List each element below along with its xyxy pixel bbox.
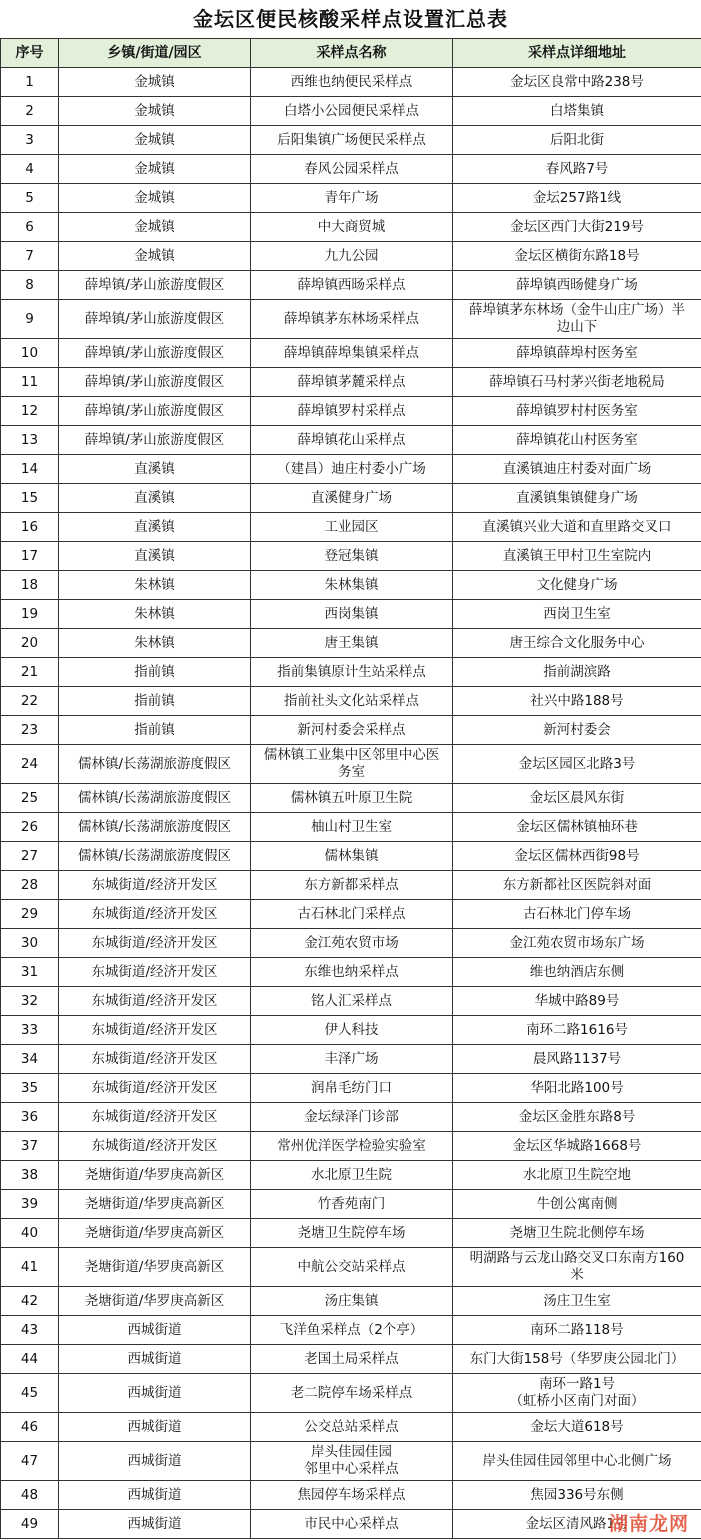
cell-index: 28 — [1, 871, 59, 900]
cell-site-name: 公交总站采样点 — [251, 1413, 453, 1442]
cell-address: 水北原卫生院空地 — [453, 1161, 701, 1190]
cell-index: 2 — [1, 97, 59, 126]
cell-district: 儒林镇/长荡湖旅游度假区 — [59, 784, 251, 813]
table-row — [1, 155, 701, 184]
cell-index: 39 — [1, 1190, 59, 1219]
cell-address: 汤庄卫生室 — [453, 1287, 701, 1316]
cell-district: 东城街道/经济开发区 — [59, 1016, 251, 1045]
cell-site-name: 指前社头文化站采样点 — [251, 687, 453, 716]
table-row — [1, 368, 701, 397]
cell-address: 金坛区华城路1668号 — [453, 1132, 701, 1161]
table-row — [1, 716, 701, 745]
cell-district: 西城街道 — [59, 1413, 251, 1442]
table-row — [1, 687, 701, 716]
table-row — [1, 1510, 701, 1539]
cell-site-name: 金坛绿泽门诊部 — [251, 1103, 453, 1132]
cell-site-name: 西岗集镇 — [251, 600, 453, 629]
table-row — [1, 987, 701, 1016]
table-row — [1, 571, 701, 600]
cell-site-name: （建昌）迪庄村委小广场 — [251, 455, 453, 484]
cell-index: 6 — [1, 213, 59, 242]
cell-address: 古石林北门停车场 — [453, 900, 701, 929]
cell-district: 西城街道 — [59, 1442, 251, 1481]
table-header — [1, 39, 701, 68]
cell-address: 直溪镇迪庄村委对面广场 — [453, 455, 701, 484]
table-row — [1, 842, 701, 871]
cell-district: 指前镇 — [59, 687, 251, 716]
cell-site-name: 常州优洋医学检验实验室 — [251, 1132, 453, 1161]
cell-site-name: 中大商贸城 — [251, 213, 453, 242]
cell-index: 11 — [1, 368, 59, 397]
cell-address: 牛创公寓南侧 — [453, 1190, 701, 1219]
cell-address: 新河村委会 — [453, 716, 701, 745]
header-index: 序号 — [1, 39, 59, 68]
table-row — [1, 242, 701, 271]
cell-district: 朱林镇 — [59, 629, 251, 658]
cell-address: 文化健身广场 — [453, 571, 701, 600]
cell-address: 晨风路1137号 — [453, 1045, 701, 1074]
cell-index: 38 — [1, 1161, 59, 1190]
cell-address: 岸头佳园佳园邻里中心北侧广场 — [453, 1442, 701, 1481]
header-site-name: 采样点名称 — [251, 39, 453, 68]
cell-site-name: 九九公园 — [251, 242, 453, 271]
table-row — [1, 1248, 701, 1287]
cell-district: 指前镇 — [59, 716, 251, 745]
cell-site-name: 登冠集镇 — [251, 542, 453, 571]
cell-address: 东方新都社区医院斜对面 — [453, 871, 701, 900]
cell-address: 后阳北街 — [453, 126, 701, 155]
header-address: 采样点详细地址 — [453, 39, 701, 68]
cell-index: 13 — [1, 426, 59, 455]
table-row — [1, 784, 701, 813]
cell-district: 儒林镇/长荡湖旅游度假区 — [59, 842, 251, 871]
cell-address: 金坛区横街东路18号 — [453, 242, 701, 271]
cell-district: 尧塘街道/华罗庚高新区 — [59, 1219, 251, 1248]
cell-address: 南环一路1号 （虹桥小区南门对面） — [453, 1374, 701, 1413]
cell-index: 26 — [1, 813, 59, 842]
table-row — [1, 1016, 701, 1045]
table-row — [1, 339, 701, 368]
table-row — [1, 1103, 701, 1132]
cell-site-name: 东方新都采样点 — [251, 871, 453, 900]
cell-site-name: 东维也纳采样点 — [251, 958, 453, 987]
cell-index: 18 — [1, 571, 59, 600]
cell-address: 唐王综合文化服务中心 — [453, 629, 701, 658]
table-row — [1, 629, 701, 658]
table-row — [1, 1132, 701, 1161]
cell-site-name: 青年广场 — [251, 184, 453, 213]
cell-district: 东城街道/经济开发区 — [59, 900, 251, 929]
cell-address: 白塔集镇 — [453, 97, 701, 126]
cell-district: 薛埠镇/茅山旅游度假区 — [59, 368, 251, 397]
table-row — [1, 68, 701, 97]
cell-district: 东城街道/经济开发区 — [59, 1132, 251, 1161]
cell-index: 17 — [1, 542, 59, 571]
table-row — [1, 1161, 701, 1190]
sampling-sites-table — [0, 38, 701, 1539]
cell-site-name: 朱林集镇 — [251, 571, 453, 600]
cell-index: 3 — [1, 126, 59, 155]
cell-index: 25 — [1, 784, 59, 813]
cell-district: 金城镇 — [59, 68, 251, 97]
cell-address: 直溪镇集镇健身广场 — [453, 484, 701, 513]
cell-index: 19 — [1, 600, 59, 629]
cell-site-name: 古石林北门采样点 — [251, 900, 453, 929]
header-row — [1, 39, 701, 68]
cell-index: 29 — [1, 900, 59, 929]
cell-district: 金城镇 — [59, 97, 251, 126]
cell-district: 儒林镇/长荡湖旅游度假区 — [59, 745, 251, 784]
cell-index: 34 — [1, 1045, 59, 1074]
cell-index: 23 — [1, 716, 59, 745]
cell-address: 薛埠镇石马村茅兴街老地税局 — [453, 368, 701, 397]
cell-index: 35 — [1, 1074, 59, 1103]
cell-district: 朱林镇 — [59, 600, 251, 629]
cell-address: 金坛区儒林西街98号 — [453, 842, 701, 871]
cell-site-name: 西维也纳便民采样点 — [251, 68, 453, 97]
cell-site-name: 新河村委会采样点 — [251, 716, 453, 745]
cell-index: 41 — [1, 1248, 59, 1287]
table-row — [1, 300, 701, 339]
header-district: 乡镇/街道/园区 — [59, 39, 251, 68]
cell-district: 直溪镇 — [59, 484, 251, 513]
cell-site-name: 市民中心采样点 — [251, 1510, 453, 1539]
cell-site-name: 儒林镇工业集中区邻里中心医 务室 — [251, 745, 453, 784]
cell-address: 金坛区晨风东街 — [453, 784, 701, 813]
cell-district: 薛埠镇/茅山旅游度假区 — [59, 397, 251, 426]
cell-district: 东城街道/经济开发区 — [59, 1103, 251, 1132]
cell-address: 南环二路1616号 — [453, 1016, 701, 1045]
cell-site-name: 焦园停车场采样点 — [251, 1481, 453, 1510]
cell-address: 金坛区金胜东路8号 — [453, 1103, 701, 1132]
table-row — [1, 426, 701, 455]
cell-site-name: 春风公园采样点 — [251, 155, 453, 184]
cell-index: 48 — [1, 1481, 59, 1510]
cell-district: 指前镇 — [59, 658, 251, 687]
cell-address: 直溪镇兴业大道和直里路交叉口 — [453, 513, 701, 542]
table-row — [1, 184, 701, 213]
cell-district: 薛埠镇/茅山旅游度假区 — [59, 426, 251, 455]
table-row — [1, 213, 701, 242]
cell-index: 32 — [1, 987, 59, 1016]
cell-index: 9 — [1, 300, 59, 339]
cell-index: 24 — [1, 745, 59, 784]
cell-site-name: 飞洋鱼采样点（2个亭） — [251, 1316, 453, 1345]
cell-index: 8 — [1, 271, 59, 300]
cell-district: 西城街道 — [59, 1510, 251, 1539]
table-row — [1, 1413, 701, 1442]
cell-site-name: 薛埠镇薛埠集镇采样点 — [251, 339, 453, 368]
table-row — [1, 126, 701, 155]
cell-index: 30 — [1, 929, 59, 958]
cell-site-name: 柚山村卫生室 — [251, 813, 453, 842]
cell-district: 尧塘街道/华罗庚高新区 — [59, 1287, 251, 1316]
cell-index: 33 — [1, 1016, 59, 1045]
cell-site-name: 汤庄集镇 — [251, 1287, 453, 1316]
cell-district: 东城街道/经济开发区 — [59, 929, 251, 958]
cell-index: 20 — [1, 629, 59, 658]
cell-site-name: 老国土局采样点 — [251, 1345, 453, 1374]
cell-index: 27 — [1, 842, 59, 871]
cell-site-name: 水北原卫生院 — [251, 1161, 453, 1190]
cell-district: 薛埠镇/茅山旅游度假区 — [59, 300, 251, 339]
table-row — [1, 1442, 701, 1481]
cell-district: 朱林镇 — [59, 571, 251, 600]
cell-index: 12 — [1, 397, 59, 426]
table-row — [1, 1287, 701, 1316]
cell-index: 46 — [1, 1413, 59, 1442]
table-row — [1, 658, 701, 687]
table-row — [1, 958, 701, 987]
cell-site-name: 丰泽广场 — [251, 1045, 453, 1074]
cell-index: 43 — [1, 1316, 59, 1345]
cell-index: 36 — [1, 1103, 59, 1132]
cell-district: 西城街道 — [59, 1374, 251, 1413]
cell-district: 直溪镇 — [59, 513, 251, 542]
cell-address: 尧塘卫生院北侧停车场 — [453, 1219, 701, 1248]
cell-district: 直溪镇 — [59, 455, 251, 484]
cell-address: 金坛区清风路1号 — [453, 1510, 701, 1539]
cell-site-name: 后阳集镇广场便民采样点 — [251, 126, 453, 155]
table-body — [1, 68, 701, 1539]
cell-district: 金城镇 — [59, 242, 251, 271]
cell-address: 薛埠镇西旸健身广场 — [453, 271, 701, 300]
cell-index: 21 — [1, 658, 59, 687]
watermark-logo: 湖南龙网 — [608, 1513, 689, 1535]
cell-site-name: 中航公交站采样点 — [251, 1248, 453, 1287]
cell-district: 西城街道 — [59, 1316, 251, 1345]
cell-address: 维也纳酒店东侧 — [453, 958, 701, 987]
cell-address: 金坛区西门大街219号 — [453, 213, 701, 242]
cell-index: 44 — [1, 1345, 59, 1374]
cell-index: 49 — [1, 1510, 59, 1539]
page-title: 金坛区便民核酸采样点设置汇总表 — [193, 7, 508, 31]
table-row — [1, 513, 701, 542]
cell-index: 42 — [1, 1287, 59, 1316]
table-row — [1, 1219, 701, 1248]
cell-district: 金城镇 — [59, 184, 251, 213]
cell-site-name: 薛埠镇西旸采样点 — [251, 271, 453, 300]
cell-address: 金坛大道618号 — [453, 1413, 701, 1442]
cell-site-name: 儒林集镇 — [251, 842, 453, 871]
table-row — [1, 484, 701, 513]
cell-district: 东城街道/经济开发区 — [59, 871, 251, 900]
cell-address: 薛埠镇罗村村医务室 — [453, 397, 701, 426]
cell-index: 14 — [1, 455, 59, 484]
cell-site-name: 老二院停车场采样点 — [251, 1374, 453, 1413]
table-row — [1, 813, 701, 842]
table-row — [1, 1374, 701, 1413]
cell-address: 春风路7号 — [453, 155, 701, 184]
cell-index: 40 — [1, 1219, 59, 1248]
cell-index: 5 — [1, 184, 59, 213]
cell-address: 明湖路与云龙山路交叉口东南方160 米 — [453, 1248, 701, 1287]
cell-index: 45 — [1, 1374, 59, 1413]
cell-index: 47 — [1, 1442, 59, 1481]
cell-site-name: 指前集镇原计生站采样点 — [251, 658, 453, 687]
cell-address: 薛埠镇花山村医务室 — [453, 426, 701, 455]
cell-index: 16 — [1, 513, 59, 542]
cell-district: 尧塘街道/华罗庚高新区 — [59, 1190, 251, 1219]
cell-site-name: 直溪健身广场 — [251, 484, 453, 513]
cell-address: 社兴中路188号 — [453, 687, 701, 716]
cell-site-name: 唐王集镇 — [251, 629, 453, 658]
cell-site-name: 薛埠镇罗村采样点 — [251, 397, 453, 426]
cell-index: 37 — [1, 1132, 59, 1161]
cell-address: 华阳北路100号 — [453, 1074, 701, 1103]
cell-address: 直溪镇王甲村卫生室院内 — [453, 542, 701, 571]
cell-address: 薛埠镇薛埠村医务室 — [453, 339, 701, 368]
cell-district: 薛埠镇/茅山旅游度假区 — [59, 339, 251, 368]
table-row — [1, 397, 701, 426]
table-row — [1, 1190, 701, 1219]
cell-address: 焦园336号东侧 — [453, 1481, 701, 1510]
cell-address: 薛埠镇茅东林场（金牛山庄广场）半 边山下 — [453, 300, 701, 339]
table-row — [1, 455, 701, 484]
cell-address: 指前湖滨路 — [453, 658, 701, 687]
cell-district: 薛埠镇/茅山旅游度假区 — [59, 271, 251, 300]
table-row — [1, 1074, 701, 1103]
cell-address: 金江苑农贸市场东广场 — [453, 929, 701, 958]
cell-site-name: 薛埠镇茅东林场采样点 — [251, 300, 453, 339]
cell-address: 东门大街158号（华罗庚公园北门） — [453, 1345, 701, 1374]
cell-address: 金坛区园区北路3号 — [453, 745, 701, 784]
cell-site-name: 金江苑农贸市场 — [251, 929, 453, 958]
cell-address: 金坛区儒林镇柚环巷 — [453, 813, 701, 842]
cell-address: 南环二路118号 — [453, 1316, 701, 1345]
cell-site-name: 铭人汇采样点 — [251, 987, 453, 1016]
cell-district: 尧塘街道/华罗庚高新区 — [59, 1248, 251, 1287]
cell-index: 22 — [1, 687, 59, 716]
cell-site-name: 薛埠镇茅麓采样点 — [251, 368, 453, 397]
table-row — [1, 929, 701, 958]
cell-address: 华城中路89号 — [453, 987, 701, 1016]
table-row — [1, 271, 701, 300]
cell-site-name: 岸头佳园佳园 邻里中心采样点 — [251, 1442, 453, 1481]
table-row — [1, 1345, 701, 1374]
cell-site-name: 薛埠镇花山采样点 — [251, 426, 453, 455]
cell-site-name: 工业园区 — [251, 513, 453, 542]
cell-district: 西城街道 — [59, 1481, 251, 1510]
cell-address: 金坛区良常中路238号 — [453, 68, 701, 97]
table-row — [1, 1481, 701, 1510]
table-row — [1, 745, 701, 784]
cell-index: 4 — [1, 155, 59, 184]
cell-index: 1 — [1, 68, 59, 97]
table-row — [1, 871, 701, 900]
table-row — [1, 97, 701, 126]
cell-district: 东城街道/经济开发区 — [59, 1074, 251, 1103]
cell-address: 西岗卫生室 — [453, 600, 701, 629]
cell-site-name: 儒林镇五叶原卫生院 — [251, 784, 453, 813]
cell-site-name: 润帛毛纺门口 — [251, 1074, 453, 1103]
table-row — [1, 600, 701, 629]
cell-site-name: 白塔小公园便民采样点 — [251, 97, 453, 126]
table-row — [1, 542, 701, 571]
cell-site-name: 尧塘卫生院停车场 — [251, 1219, 453, 1248]
table-row — [1, 1316, 701, 1345]
cell-district: 东城街道/经济开发区 — [59, 1045, 251, 1074]
cell-district: 儒林镇/长荡湖旅游度假区 — [59, 813, 251, 842]
cell-district: 金城镇 — [59, 126, 251, 155]
cell-district: 直溪镇 — [59, 542, 251, 571]
cell-district: 金城镇 — [59, 155, 251, 184]
cell-district: 东城街道/经济开发区 — [59, 987, 251, 1016]
table-row — [1, 900, 701, 929]
cell-site-name: 竹香苑南门 — [251, 1190, 453, 1219]
cell-address: 金坛257路1线 — [453, 184, 701, 213]
table-row — [1, 1045, 701, 1074]
cell-index: 10 — [1, 339, 59, 368]
cell-site-name: 伊人科技 — [251, 1016, 453, 1045]
cell-district: 西城街道 — [59, 1345, 251, 1374]
cell-district: 金城镇 — [59, 213, 251, 242]
cell-index: 15 — [1, 484, 59, 513]
cell-district: 尧塘街道/华罗庚高新区 — [59, 1161, 251, 1190]
cell-index: 31 — [1, 958, 59, 987]
cell-index: 7 — [1, 242, 59, 271]
cell-district: 东城街道/经济开发区 — [59, 958, 251, 987]
